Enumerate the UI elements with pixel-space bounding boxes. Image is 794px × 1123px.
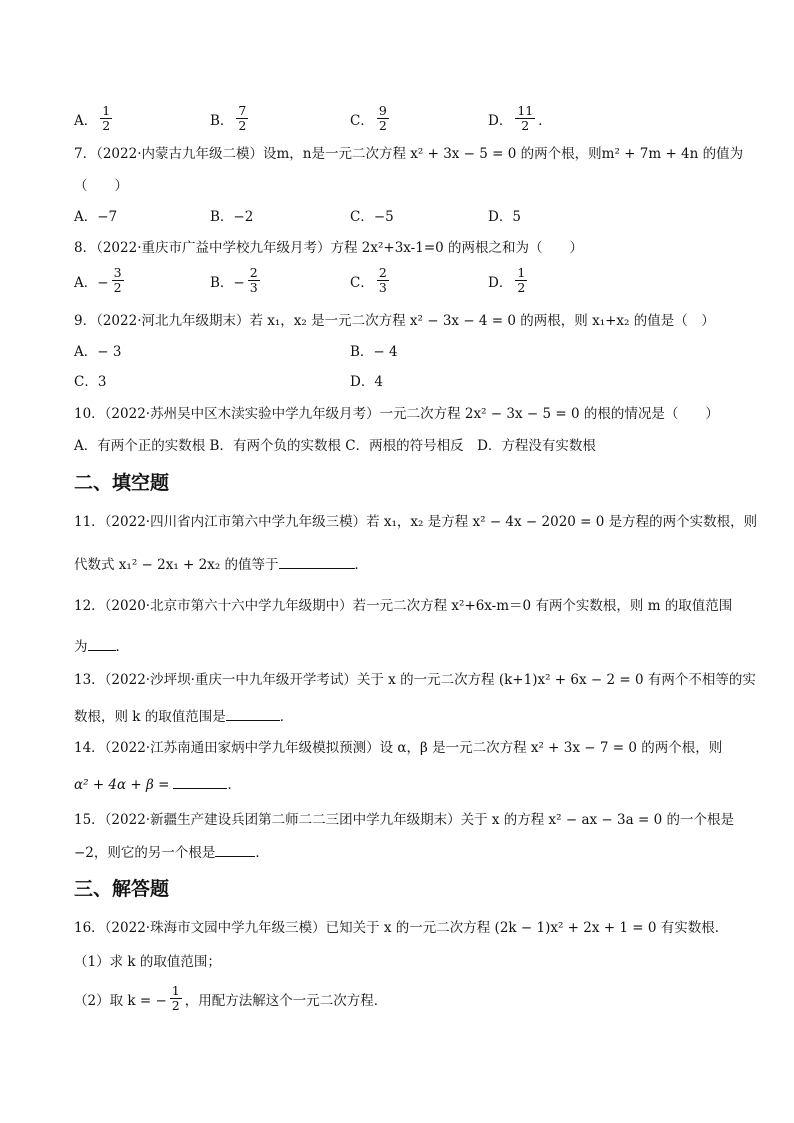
q7-option-b: B．−2 — [210, 209, 254, 225]
answer-blank[interactable] — [215, 842, 255, 857]
denominator: 2 — [113, 280, 122, 295]
numerator: 9 — [378, 103, 387, 118]
q7-text: 7．（2022·内蒙古九年级二模）设m，n是一元二次方程 x² + 3x − 5 = 0 的两个根，则m² + 7m + 4n 的值为 — [74, 146, 744, 162]
q13-text: 数根，则 k 的取值范围是 — [74, 709, 226, 725]
q15-line2 — [74, 842, 269, 863]
numerator: 1 — [517, 265, 526, 280]
denominator: 2 — [102, 118, 111, 133]
q6-option-b — [210, 104, 251, 133]
numerator: 1 — [171, 983, 180, 998]
q6-option-c — [350, 104, 392, 133]
option-label: A． — [74, 112, 98, 129]
q13-end: ． — [279, 709, 294, 725]
q7-option-d: D．5 — [488, 209, 521, 225]
fraction — [100, 104, 112, 133]
denominator: 3 — [249, 280, 258, 295]
q9-option-c: C．3 — [74, 374, 107, 390]
fraction — [112, 266, 124, 295]
answer-blank[interactable] — [88, 636, 116, 651]
denominator: 2 — [171, 998, 180, 1013]
q9-option-a: A．− 3 — [74, 344, 122, 360]
option-label: C． — [350, 274, 374, 291]
q8-option-b — [210, 266, 263, 295]
q16-part2 — [74, 984, 387, 1013]
q16-part1: （1）求 k 的取值范围； — [74, 954, 221, 970]
q14-line1: 14．（2022·江苏南通田家炳中学九年级模拟预测）设 α，β 是一元二次方程 x² + 3x − 7 = 0 的两个根，则 — [74, 740, 723, 756]
fraction — [515, 104, 535, 133]
q7-paren: （ ） — [74, 178, 128, 194]
option-label: D． — [488, 112, 513, 129]
q6-option-d — [488, 104, 552, 133]
q15-line1: 15．（2022·新疆生产建设兵团第二师二二三团中学九年级期末）关于 x 的方程 x² − ax − 3a = 0 的一个根是 — [74, 812, 734, 828]
q10-options: A．有两个正的实数根 B．有两个负的实数根 C．两根的符号相反 D．方程没有实数根 — [74, 438, 596, 454]
q9-text: 9．（2022·河北九年级期末）若 x₁，x₂ 是一元二次方程 x² − 3x − 4 = 0 的两根，则 x₁+x₂ 的值是（ ） — [74, 313, 715, 329]
q7-option-c: C．−5 — [350, 209, 394, 225]
q11-text: 代数式 x₁² − 2x₁ + 2x₂ 的值等于 — [74, 557, 279, 573]
q11-end: ． — [354, 557, 369, 573]
q8-option-a — [74, 266, 127, 295]
q8-text: 8．（2022·重庆市广益中学校九年级月考）方程 2x²+3x-1=0 的两根之和为（ ） — [74, 240, 584, 256]
option-label: C． — [350, 112, 374, 129]
option-label: A．− — [74, 274, 109, 291]
q16-line1: 16．（2022·珠海市文园中学九年级三模）已知关于 x 的一元二次方程 (2k − 1)x² + 2x + 1 = 0 有实数根． — [74, 920, 729, 936]
option-suffix: ． — [538, 112, 552, 129]
denominator: 2 — [238, 118, 247, 133]
q12-text: 为 — [74, 639, 88, 655]
q16-part2-pre: （2）取 k = − — [74, 992, 167, 1009]
q12-line2 — [74, 636, 129, 657]
answer-blank[interactable] — [226, 706, 280, 721]
q12-end: ． — [115, 639, 129, 655]
q8-option-d — [488, 266, 530, 295]
denominator: 2 — [521, 118, 530, 133]
q14-text: α² + 4α + β = — [74, 777, 170, 793]
fraction — [236, 104, 248, 133]
q15-end: ． — [255, 845, 269, 861]
numerator: 7 — [238, 103, 247, 118]
q9-option-b: B．− 4 — [350, 344, 398, 360]
q10-text: 10．（2022·苏州吴中区木渎实验中学九年级月考）一元二次方程 2x² − 3x − 5 = 0 的根的情况是（ ） — [74, 406, 719, 422]
option-label: B． — [210, 112, 234, 129]
q6-option-a — [74, 104, 115, 133]
denominator: 3 — [378, 280, 387, 295]
answer-blank[interactable] — [279, 554, 355, 569]
answer-blank[interactable] — [173, 774, 227, 789]
q11-line1: 11．（2022·四川省内江市第六中学九年级三模）若 x₁，x₂ 是方程 x² − 4x − 2020 = 0 是方程的两个实数根，则 — [74, 514, 758, 530]
fraction — [377, 266, 389, 295]
denominator: 2 — [378, 118, 387, 133]
q11-line2 — [74, 554, 368, 575]
numerator: 2 — [249, 265, 258, 280]
q14-end: ． — [227, 777, 241, 793]
q13-line2 — [74, 706, 293, 727]
numerator: 11 — [517, 103, 534, 118]
q16-part2-post: ，用配方法解这个一元二次方程． — [184, 992, 388, 1009]
q13-line1: 13．（2022·沙坪坝·重庆一中九年级开学考试）关于 x 的一元二次方程 (k+1)x² + 6x − 2 = 0 有两个不相等的实 — [74, 672, 756, 688]
option-label: D． — [488, 274, 513, 291]
q8-option-c — [350, 266, 392, 295]
numerator: 3 — [113, 265, 122, 280]
section-title-solve: 三、解答题 — [74, 878, 170, 900]
q9-option-d: D．4 — [350, 374, 383, 390]
fraction — [248, 266, 260, 295]
fraction — [377, 104, 389, 133]
q7-option-a: A．−7 — [74, 209, 118, 225]
q12-line1: 12．（2020·北京市第六十六中学九年级期中）若一元二次方程 x²+6x-m＝0 有两个实数根，则 m 的取值范围 — [74, 598, 733, 614]
denominator: 2 — [517, 280, 526, 295]
section-title-fill-in: 二、填空题 — [74, 472, 170, 494]
fraction — [170, 984, 182, 1013]
numerator: 2 — [378, 265, 387, 280]
q14-line2 — [74, 774, 241, 795]
fraction — [515, 266, 527, 295]
option-label: B．− — [210, 274, 245, 291]
numerator: 1 — [102, 103, 111, 118]
q15-text: −2，则它的另一个根是 — [74, 845, 216, 861]
